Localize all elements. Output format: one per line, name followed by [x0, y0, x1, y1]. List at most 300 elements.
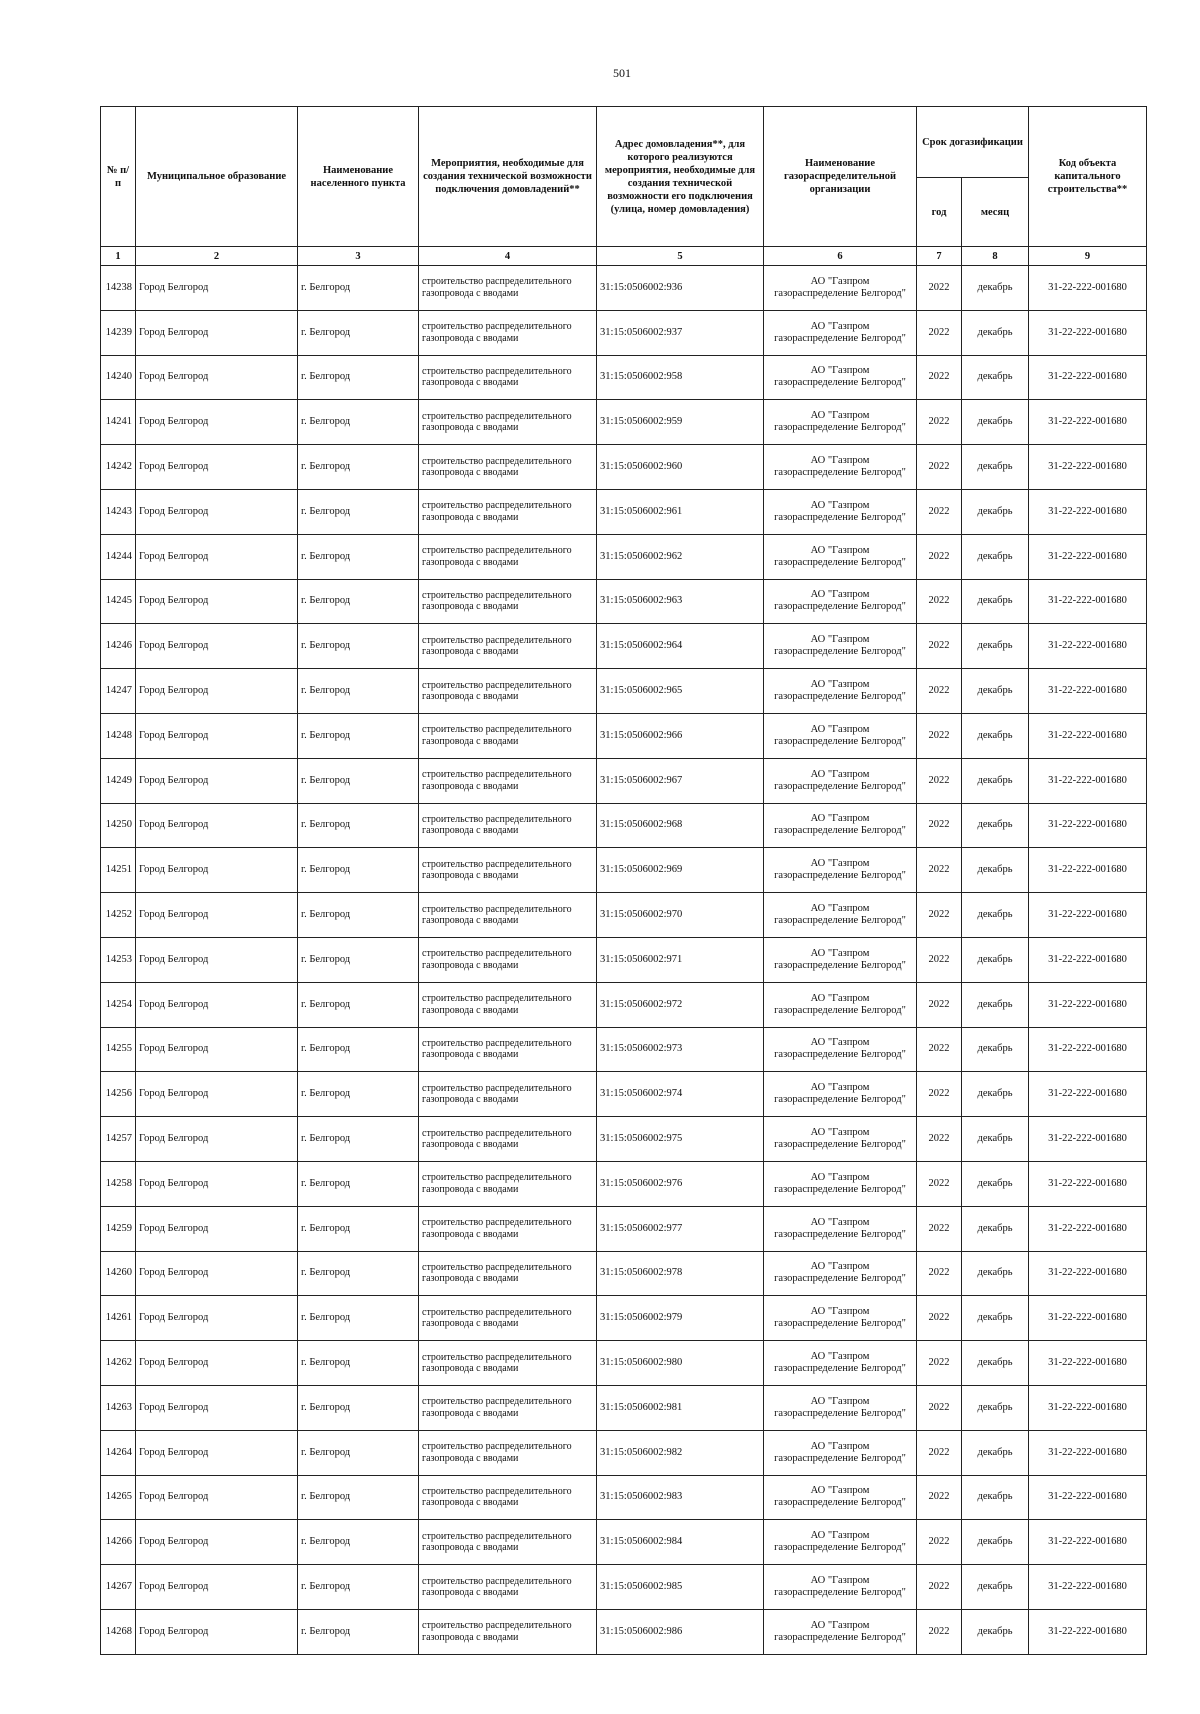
code-cell: 31-22-222-001680	[1029, 1117, 1147, 1162]
year-cell: 2022	[917, 1027, 962, 1072]
address-cell: 31:15:0506002:980	[597, 1341, 764, 1386]
header-month: месяц	[962, 178, 1029, 247]
action-cell: строительство распределительного газопровода с вводами	[419, 489, 597, 534]
organization-name-line: газораспределение Белгород"	[774, 1139, 906, 1151]
organization-name-line: АО "Газпром	[810, 947, 870, 959]
organization-name-line: газораспределение Белгород"	[774, 1452, 906, 1464]
code-cell: 31-22-222-001680	[1029, 1609, 1147, 1654]
row-number: 14263	[101, 1385, 136, 1430]
locality-cell: г. Белгород	[298, 445, 419, 490]
code-cell: 31-22-222-001680	[1029, 1161, 1147, 1206]
action-cell: строительство распределительного газопровода с вводами	[419, 1520, 597, 1565]
table-row	[101, 355, 1147, 400]
row-number: 14244	[101, 534, 136, 579]
row-number: 14242	[101, 445, 136, 490]
locality-cell: г. Белгород	[298, 758, 419, 803]
locality-cell: г. Белгород	[298, 1206, 419, 1251]
organization-name-line: АО "Газпром	[810, 1530, 870, 1542]
action-cell: строительство распределительного газопровода с вводами	[419, 355, 597, 400]
organization-cell	[764, 579, 917, 624]
address-cell: 31:15:0506002:969	[597, 848, 764, 893]
row-number: 14264	[101, 1430, 136, 1475]
header-code: Код объекта капитального строительства**	[1029, 107, 1147, 247]
year-cell: 2022	[917, 1161, 962, 1206]
organization-name-line: АО "Газпром	[810, 1619, 870, 1631]
column-number: 8	[962, 247, 1029, 266]
row-number: 14248	[101, 713, 136, 758]
organization-name-line: АО "Газпром	[810, 723, 870, 735]
organization-name-line: АО "Газпром	[810, 1127, 870, 1139]
organization-name-line: газораспределение Белгород"	[774, 1631, 906, 1643]
year-cell: 2022	[917, 1475, 962, 1520]
year-cell: 2022	[917, 1609, 962, 1654]
year-cell: 2022	[917, 1117, 962, 1162]
organization-cell	[764, 355, 917, 400]
organization-cell	[764, 1520, 917, 1565]
row-number: 14247	[101, 669, 136, 714]
address-cell: 31:15:0506002:965	[597, 669, 764, 714]
organization-name-line: газораспределение Белгород"	[774, 467, 906, 479]
table-row	[101, 937, 1147, 982]
row-number: 14251	[101, 848, 136, 893]
locality-cell: г. Белгород	[298, 1609, 419, 1654]
locality-cell: г. Белгород	[298, 579, 419, 624]
municipality-cell: Город Белгород	[136, 445, 298, 490]
address-cell: 31:15:0506002:984	[597, 1520, 764, 1565]
address-cell: 31:15:0506002:967	[597, 758, 764, 803]
address-cell: 31:15:0506002:983	[597, 1475, 764, 1520]
table-body	[101, 266, 1147, 1655]
locality-cell: г. Белгород	[298, 624, 419, 669]
organization-name-line: газораспределение Белгород"	[774, 1497, 906, 1509]
organization-name-line: АО "Газпром	[810, 544, 870, 556]
organization-name-line: газораспределение Белгород"	[774, 1183, 906, 1195]
address-cell: 31:15:0506002:985	[597, 1565, 764, 1610]
header-municipality: Муниципальное образование	[136, 107, 298, 247]
action-cell: строительство распределительного газопровода с вводами	[419, 534, 597, 579]
code-cell: 31-22-222-001680	[1029, 1385, 1147, 1430]
code-cell: 31-22-222-001680	[1029, 1206, 1147, 1251]
action-cell: строительство распределительного газопровода с вводами	[419, 1565, 597, 1610]
table-row	[101, 489, 1147, 534]
code-cell: 31-22-222-001680	[1029, 713, 1147, 758]
code-cell: 31-22-222-001680	[1029, 803, 1147, 848]
month-cell: декабрь	[962, 1161, 1029, 1206]
organization-cell	[764, 1296, 917, 1341]
row-number: 14267	[101, 1565, 136, 1610]
organization-name-line: газораспределение Белгород"	[774, 332, 906, 344]
year-cell: 2022	[917, 1430, 962, 1475]
municipality-cell: Город Белгород	[136, 624, 298, 669]
code-cell: 31-22-222-001680	[1029, 1027, 1147, 1072]
table-row	[101, 445, 1147, 490]
municipality-cell: Город Белгород	[136, 713, 298, 758]
organization-name-line: газораспределение Белгород"	[774, 511, 906, 523]
organization-name-line: газораспределение Белгород"	[774, 287, 906, 299]
table-row	[101, 1117, 1147, 1162]
table-row	[101, 1385, 1147, 1430]
row-number: 14260	[101, 1251, 136, 1296]
address-cell: 31:15:0506002:974	[597, 1072, 764, 1117]
organization-name-line: АО "Газпром	[810, 1082, 870, 1094]
address-cell: 31:15:0506002:968	[597, 803, 764, 848]
organization-name-line: газораспределение Белгород"	[774, 1318, 906, 1330]
year-cell: 2022	[917, 624, 962, 669]
locality-cell: г. Белгород	[298, 1027, 419, 1072]
organization-cell	[764, 803, 917, 848]
locality-cell: г. Белгород	[298, 937, 419, 982]
municipality-cell: Город Белгород	[136, 1251, 298, 1296]
action-cell: строительство распределительного газопровода с вводами	[419, 1027, 597, 1072]
header-actions: Мероприятия, необходимые для создания технической возможности подключения домовладений**	[419, 107, 597, 247]
action-cell: строительство распределительного газопровода с вводами	[419, 982, 597, 1027]
month-cell: декабрь	[962, 579, 1029, 624]
action-cell: строительство распределительного газопровода с вводами	[419, 1296, 597, 1341]
year-cell: 2022	[917, 489, 962, 534]
row-number: 14261	[101, 1296, 136, 1341]
organization-cell	[764, 1072, 917, 1117]
year-cell: 2022	[917, 400, 962, 445]
organization-name-line: газораспределение Белгород"	[774, 1542, 906, 1554]
column-number: 2	[136, 247, 298, 266]
address-cell: 31:15:0506002:966	[597, 713, 764, 758]
month-cell: декабрь	[962, 1251, 1029, 1296]
row-number: 14252	[101, 893, 136, 938]
organization-cell	[764, 1161, 917, 1206]
row-number: 14241	[101, 400, 136, 445]
action-cell: строительство распределительного газопровода с вводами	[419, 1117, 597, 1162]
organization-name-line: газораспределение Белгород"	[774, 1049, 906, 1061]
month-cell: декабрь	[962, 534, 1029, 579]
organization-cell	[764, 1117, 917, 1162]
action-cell: строительство распределительного газопровода с вводами	[419, 1206, 597, 1251]
address-cell: 31:15:0506002:986	[597, 1609, 764, 1654]
row-number: 14258	[101, 1161, 136, 1206]
organization-name-line: газораспределение Белгород"	[774, 780, 906, 792]
organization-name-line: АО "Газпром	[810, 410, 870, 422]
year-cell: 2022	[917, 1206, 962, 1251]
month-cell: декабрь	[962, 445, 1029, 490]
organization-name-line: АО "Газпром	[810, 679, 870, 691]
row-number: 14246	[101, 624, 136, 669]
municipality-cell: Город Белгород	[136, 982, 298, 1027]
action-cell: строительство распределительного газопровода с вводами	[419, 1430, 597, 1475]
organization-name-line: газораспределение Белгород"	[774, 646, 906, 658]
organization-name-line: АО "Газпром	[810, 992, 870, 1004]
table-row	[101, 1609, 1147, 1654]
municipality-cell: Город Белгород	[136, 355, 298, 400]
month-cell: декабрь	[962, 1475, 1029, 1520]
organization-name-line: газораспределение Белгород"	[774, 735, 906, 747]
row-number: 14259	[101, 1206, 136, 1251]
action-cell: строительство распределительного газопровода с вводами	[419, 1251, 597, 1296]
organization-cell	[764, 893, 917, 938]
header-locality: Наименование населенного пункта	[298, 107, 419, 247]
month-cell: декабрь	[962, 1296, 1029, 1341]
table-row	[101, 669, 1147, 714]
organization-name-line: газораспределение Белгород"	[774, 601, 906, 613]
year-cell: 2022	[917, 758, 962, 803]
column-number: 9	[1029, 247, 1147, 266]
action-cell: строительство распределительного газопровода с вводами	[419, 266, 597, 311]
organization-cell	[764, 1385, 917, 1430]
action-cell: строительство распределительного газопровода с вводами	[419, 310, 597, 355]
locality-cell: г. Белгород	[298, 1117, 419, 1162]
locality-cell: г. Белгород	[298, 355, 419, 400]
locality-cell: г. Белгород	[298, 1161, 419, 1206]
year-cell: 2022	[917, 355, 962, 400]
year-cell: 2022	[917, 803, 962, 848]
month-cell: декабрь	[962, 937, 1029, 982]
organization-cell	[764, 1430, 917, 1475]
table-row	[101, 848, 1147, 893]
organization-name-line: газораспределение Белгород"	[774, 1094, 906, 1106]
locality-cell: г. Белгород	[298, 713, 419, 758]
month-cell: декабрь	[962, 624, 1029, 669]
address-cell: 31:15:0506002:959	[597, 400, 764, 445]
table-row	[101, 266, 1147, 311]
address-cell: 31:15:0506002:975	[597, 1117, 764, 1162]
organization-cell	[764, 266, 917, 311]
address-cell: 31:15:0506002:958	[597, 355, 764, 400]
address-cell: 31:15:0506002:960	[597, 445, 764, 490]
table-row	[101, 1565, 1147, 1610]
month-cell: декабрь	[962, 758, 1029, 803]
month-cell: декабрь	[962, 1385, 1029, 1430]
locality-cell: г. Белгород	[298, 893, 419, 938]
year-cell: 2022	[917, 445, 962, 490]
code-cell: 31-22-222-001680	[1029, 848, 1147, 893]
address-cell: 31:15:0506002:977	[597, 1206, 764, 1251]
row-number: 14249	[101, 758, 136, 803]
row-number: 14266	[101, 1520, 136, 1565]
row-number: 14268	[101, 1609, 136, 1654]
address-cell: 31:15:0506002:979	[597, 1296, 764, 1341]
action-cell: строительство распределительного газопровода с вводами	[419, 579, 597, 624]
row-number: 14239	[101, 310, 136, 355]
year-cell: 2022	[917, 669, 962, 714]
action-cell: строительство распределительного газопровода с вводами	[419, 624, 597, 669]
month-cell: декабрь	[962, 400, 1029, 445]
organization-name-line: АО "Газпром	[810, 499, 870, 511]
municipality-cell: Город Белгород	[136, 848, 298, 893]
table-row	[101, 579, 1147, 624]
locality-cell: г. Белгород	[298, 1430, 419, 1475]
year-cell: 2022	[917, 893, 962, 938]
organization-cell	[764, 534, 917, 579]
code-cell: 31-22-222-001680	[1029, 310, 1147, 355]
locality-cell: г. Белгород	[298, 1072, 419, 1117]
column-number: 7	[917, 247, 962, 266]
action-cell: строительство распределительного газопровода с вводами	[419, 937, 597, 982]
locality-cell: г. Белгород	[298, 489, 419, 534]
organization-cell	[764, 669, 917, 714]
locality-cell: г. Белгород	[298, 982, 419, 1027]
month-cell: декабрь	[962, 1117, 1029, 1162]
organization-cell	[764, 1475, 917, 1520]
action-cell: строительство распределительного газопровода с вводами	[419, 1609, 597, 1654]
organization-name-line: газораспределение Белгород"	[774, 1004, 906, 1016]
address-cell: 31:15:0506002:964	[597, 624, 764, 669]
organization-name-line: АО "Газпром	[810, 275, 870, 287]
month-cell: декабрь	[962, 1430, 1029, 1475]
organization-name-line: газораспределение Белгород"	[774, 1273, 906, 1285]
municipality-cell: Город Белгород	[136, 1117, 298, 1162]
action-cell: строительство распределительного газопровода с вводами	[419, 1475, 597, 1520]
month-cell: декабрь	[962, 848, 1029, 893]
table-row	[101, 1251, 1147, 1296]
header-deadline: Срок догазификации	[917, 107, 1029, 178]
year-cell: 2022	[917, 1385, 962, 1430]
address-cell: 31:15:0506002:962	[597, 534, 764, 579]
locality-cell: г. Белгород	[298, 1296, 419, 1341]
municipality-cell: Город Белгород	[136, 1161, 298, 1206]
address-cell: 31:15:0506002:971	[597, 937, 764, 982]
table-row	[101, 1161, 1147, 1206]
gasification-table	[100, 106, 1147, 1655]
table-row	[101, 1206, 1147, 1251]
action-cell: строительство распределительного газопровода с вводами	[419, 758, 597, 803]
organization-name-line: газораспределение Белгород"	[774, 1228, 906, 1240]
header-year: год	[917, 178, 962, 247]
organization-name-line: АО "Газпром	[810, 589, 870, 601]
row-number: 14238	[101, 266, 136, 311]
column-number: 5	[597, 247, 764, 266]
code-cell: 31-22-222-001680	[1029, 400, 1147, 445]
action-cell: строительство распределительного газопровода с вводами	[419, 669, 597, 714]
organization-cell	[764, 758, 917, 803]
row-number: 14254	[101, 982, 136, 1027]
municipality-cell: Город Белгород	[136, 534, 298, 579]
municipality-cell: Город Белгород	[136, 1430, 298, 1475]
address-cell: 31:15:0506002:978	[597, 1251, 764, 1296]
table-row	[101, 1296, 1147, 1341]
address-cell: 31:15:0506002:970	[597, 893, 764, 938]
locality-cell: г. Белгород	[298, 534, 419, 579]
header-no: № п/п	[101, 107, 136, 247]
header-address: Адрес домовладения**, для которого реализуются мероприятия, необходимые для создания технической возможности его подключения (улица, номер домовладения)	[597, 107, 764, 247]
action-cell: строительство распределительного газопровода с вводами	[419, 1341, 597, 1386]
address-cell: 31:15:0506002:973	[597, 1027, 764, 1072]
month-cell: декабрь	[962, 1565, 1029, 1610]
code-cell: 31-22-222-001680	[1029, 982, 1147, 1027]
year-cell: 2022	[917, 266, 962, 311]
organization-cell	[764, 1341, 917, 1386]
action-cell: строительство распределительного газопровода с вводами	[419, 1385, 597, 1430]
municipality-cell: Город Белгород	[136, 1296, 298, 1341]
municipality-cell: Город Белгород	[136, 803, 298, 848]
organization-name-line: АО "Газпром	[810, 858, 870, 870]
organization-name-line: АО "Газпром	[810, 365, 870, 377]
organization-name-line: АО "Газпром	[810, 1171, 870, 1183]
month-cell: декабрь	[962, 355, 1029, 400]
column-numbers-row	[101, 247, 1147, 266]
action-cell: строительство распределительного газопровода с вводами	[419, 1072, 597, 1117]
row-number: 14257	[101, 1117, 136, 1162]
row-number: 14240	[101, 355, 136, 400]
address-cell: 31:15:0506002:976	[597, 1161, 764, 1206]
organization-name-line: газораспределение Белгород"	[774, 825, 906, 837]
municipality-cell: Город Белгород	[136, 1565, 298, 1610]
organization-name-line: газораспределение Белгород"	[774, 870, 906, 882]
organization-name-line: АО "Газпром	[810, 1306, 870, 1318]
action-cell: строительство распределительного газопровода с вводами	[419, 803, 597, 848]
column-number: 3	[298, 247, 419, 266]
month-cell: декабрь	[962, 1341, 1029, 1386]
locality-cell: г. Белгород	[298, 266, 419, 311]
organization-cell	[764, 1251, 917, 1296]
code-cell: 31-22-222-001680	[1029, 669, 1147, 714]
table-row	[101, 893, 1147, 938]
code-cell: 31-22-222-001680	[1029, 624, 1147, 669]
organization-name-line: газораспределение Белгород"	[774, 691, 906, 703]
month-cell: декабрь	[962, 310, 1029, 355]
organization-cell	[764, 1206, 917, 1251]
year-cell: 2022	[917, 1520, 962, 1565]
organization-name-line: газораспределение Белгород"	[774, 1363, 906, 1375]
organization-cell	[764, 848, 917, 893]
table-row	[101, 1027, 1147, 1072]
address-cell: 31:15:0506002:982	[597, 1430, 764, 1475]
table-row	[101, 624, 1147, 669]
address-cell: 31:15:0506002:972	[597, 982, 764, 1027]
organization-name-line: газораспределение Белгород"	[774, 556, 906, 568]
column-number: 1	[101, 247, 136, 266]
municipality-cell: Город Белгород	[136, 1341, 298, 1386]
address-cell: 31:15:0506002:963	[597, 579, 764, 624]
organization-name-line: АО "Газпром	[810, 320, 870, 332]
organization-name-line: АО "Газпром	[810, 1216, 870, 1228]
code-cell: 31-22-222-001680	[1029, 1341, 1147, 1386]
month-cell: декабрь	[962, 713, 1029, 758]
organization-cell	[764, 310, 917, 355]
organization-name-line: АО "Газпром	[810, 1351, 870, 1363]
municipality-cell: Город Белгород	[136, 1385, 298, 1430]
code-cell: 31-22-222-001680	[1029, 355, 1147, 400]
address-cell: 31:15:0506002:961	[597, 489, 764, 534]
organization-cell	[764, 624, 917, 669]
table-row	[101, 1430, 1147, 1475]
row-number: 14253	[101, 937, 136, 982]
year-cell: 2022	[917, 1072, 962, 1117]
organization-cell	[764, 937, 917, 982]
table-row	[101, 713, 1147, 758]
locality-cell: г. Белгород	[298, 310, 419, 355]
action-cell: строительство распределительного газопровода с вводами	[419, 445, 597, 490]
locality-cell: г. Белгород	[298, 400, 419, 445]
municipality-cell: Город Белгород	[136, 893, 298, 938]
locality-cell: г. Белгород	[298, 1565, 419, 1610]
organization-name-line: газораспределение Белгород"	[774, 1407, 906, 1419]
municipality-cell: Город Белгород	[136, 937, 298, 982]
municipality-cell: Город Белгород	[136, 1072, 298, 1117]
action-cell: строительство распределительного газопровода с вводами	[419, 893, 597, 938]
locality-cell: г. Белгород	[298, 1520, 419, 1565]
month-cell: декабрь	[962, 1520, 1029, 1565]
organization-name-line: АО "Газпром	[810, 768, 870, 780]
year-cell: 2022	[917, 937, 962, 982]
locality-cell: г. Белгород	[298, 848, 419, 893]
month-cell: декабрь	[962, 1027, 1029, 1072]
municipality-cell: Город Белгород	[136, 579, 298, 624]
table-row	[101, 982, 1147, 1027]
action-cell: строительство распределительного газопровода с вводами	[419, 713, 597, 758]
row-number: 14265	[101, 1475, 136, 1520]
organization-cell	[764, 1609, 917, 1654]
organization-name-line: АО "Газпром	[810, 1037, 870, 1049]
municipality-cell: Город Белгород	[136, 1520, 298, 1565]
month-cell: декабрь	[962, 893, 1029, 938]
